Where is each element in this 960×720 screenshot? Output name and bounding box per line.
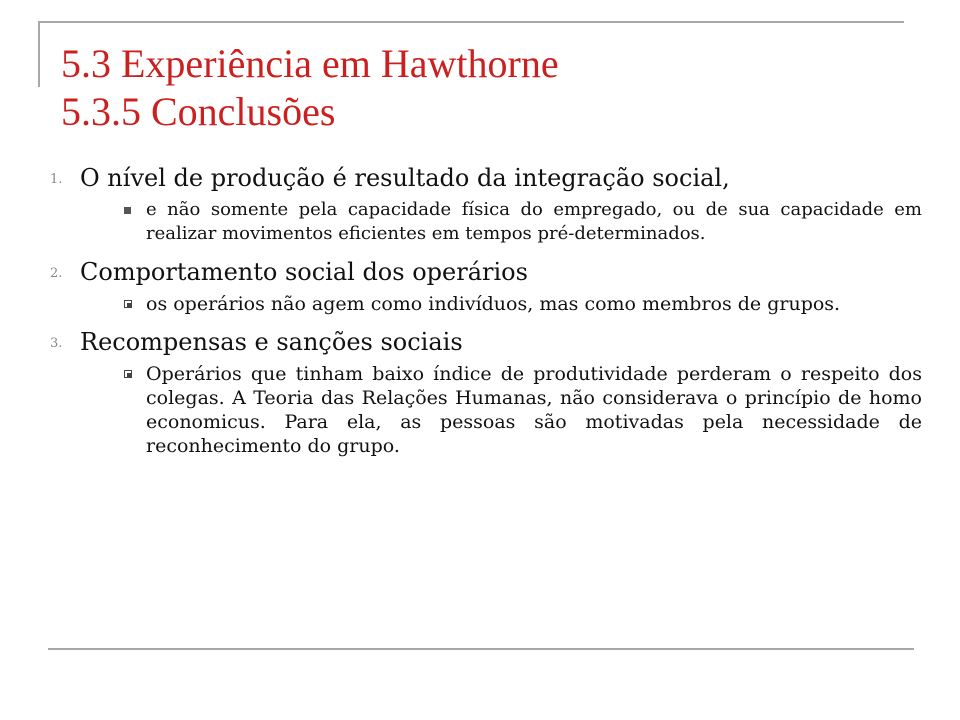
sub-point-text: os operários não agem como indivíduos, mas como membros de grupos.: [146, 293, 841, 315]
point-text: O nível de produção é resultado da integração social,: [80, 164, 730, 192]
point-number: 3.: [50, 336, 63, 351]
point-text: Recompensas e sanções sociais: [80, 328, 463, 356]
point-number: 1.: [50, 172, 63, 187]
point-number: 2.: [50, 266, 63, 281]
checkbox-square-bullet-icon: [124, 300, 132, 308]
point-3: [50, 326, 922, 358]
title-line-1: 5.3 Experiência em Hawthorne: [61, 41, 559, 86]
sub-point-3: [146, 362, 922, 458]
sub-point-text: Operários que tinham baixo índice de produtividade perderam o respeito dos colegas. A Teoria das Relações Humanas, não considerava o princípio de homo economicus. Para ela, as pessoas são motivadas pela necessidade de reconhecimento do grupo.: [146, 363, 922, 457]
point-text: Comportamento social dos operários: [80, 258, 528, 286]
left-rule: [38, 21, 40, 87]
slide-body: [50, 162, 922, 468]
sub-point-1: [146, 198, 922, 246]
point-2: [50, 256, 922, 288]
sub-point-text: e não somente pela capacidade física do empregado, ou de sua capacidade em realizar movimentos eficientes em tempos pré-determinados.: [146, 199, 922, 244]
top-rule: [38, 21, 904, 23]
slide-title: [61, 40, 921, 136]
title-line-2: 5.3.5 Conclusões: [61, 89, 336, 134]
bottom-rule: [48, 648, 914, 650]
point-1: [50, 162, 922, 194]
checkbox-square-bullet-icon: [124, 370, 132, 378]
sub-point-2: [146, 292, 922, 316]
filled-square-bullet-icon: [124, 207, 131, 214]
